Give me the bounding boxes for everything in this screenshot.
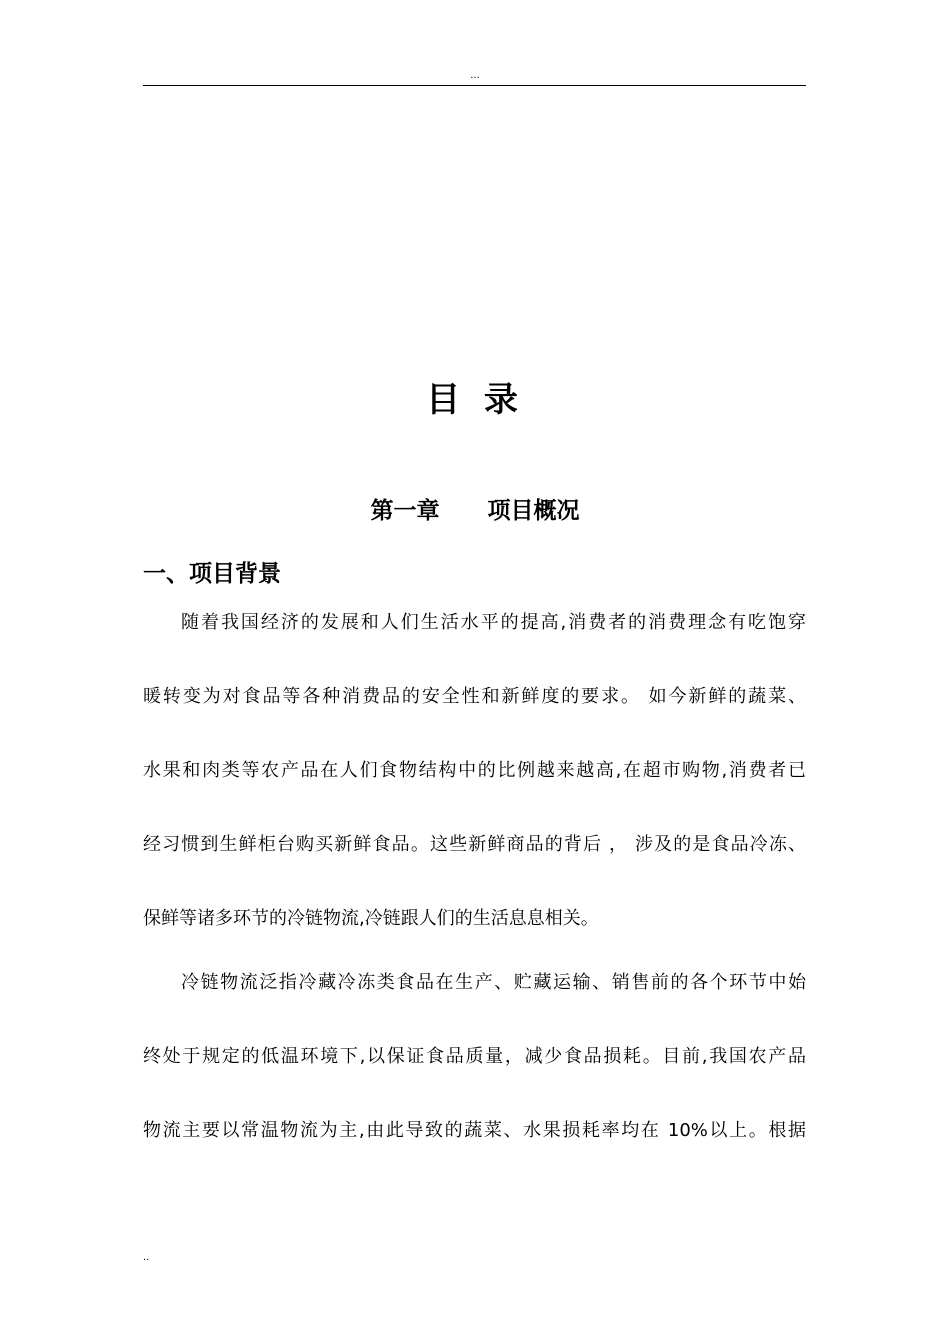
section-title: 一、项目背景 [143,561,281,587]
paragraph-line: 水果和肉类等农产品在人们食物结构中的比例越来越高,在超市购物,消费者已 [143,760,806,781]
document-title: 目 录 [426,380,524,420]
paragraph-line: 终处于规定的低温环境下,以保证食品质量，减少食品损耗。目前,我国农产品 [143,1046,806,1067]
page-header-mark: ... [470,70,480,81]
paragraph-line: 冷链物流泛指冷藏冷冻类食品在生产、贮藏运输、销售前的各个环节中始 [181,972,806,993]
page-footer-mark: .. [143,1252,150,1263]
paragraph-line: 经习惯到生鲜柜台购买新鲜食品。这些新鲜商品的背后 ， 涉及的是食品冷冻、 [143,834,806,855]
paragraph-background-1 [143,608,806,978]
paragraph-line: 物流主要以常温物流为主,由此导致的蔬菜、水果损耗率均在 10%以上。根据 [143,1120,806,1141]
paragraph-line: 随着我国经济的发展和人们生活水平的提高,消费者的消费理念有吃饱穿 [181,612,806,633]
chapter-title: 第一章 项目概况 [370,498,580,524]
paragraph-background-2 [143,968,806,1190]
paragraph-line: 暖转变为对食品等各种消费品的安全性和新鲜度的要求。 如今新鲜的蔬菜、 [143,686,806,707]
header-rule [143,85,806,86]
paragraph-line: 保鲜等诸多环节的冷链物流,冷链跟人们的生活息息相关。 [143,908,599,929]
